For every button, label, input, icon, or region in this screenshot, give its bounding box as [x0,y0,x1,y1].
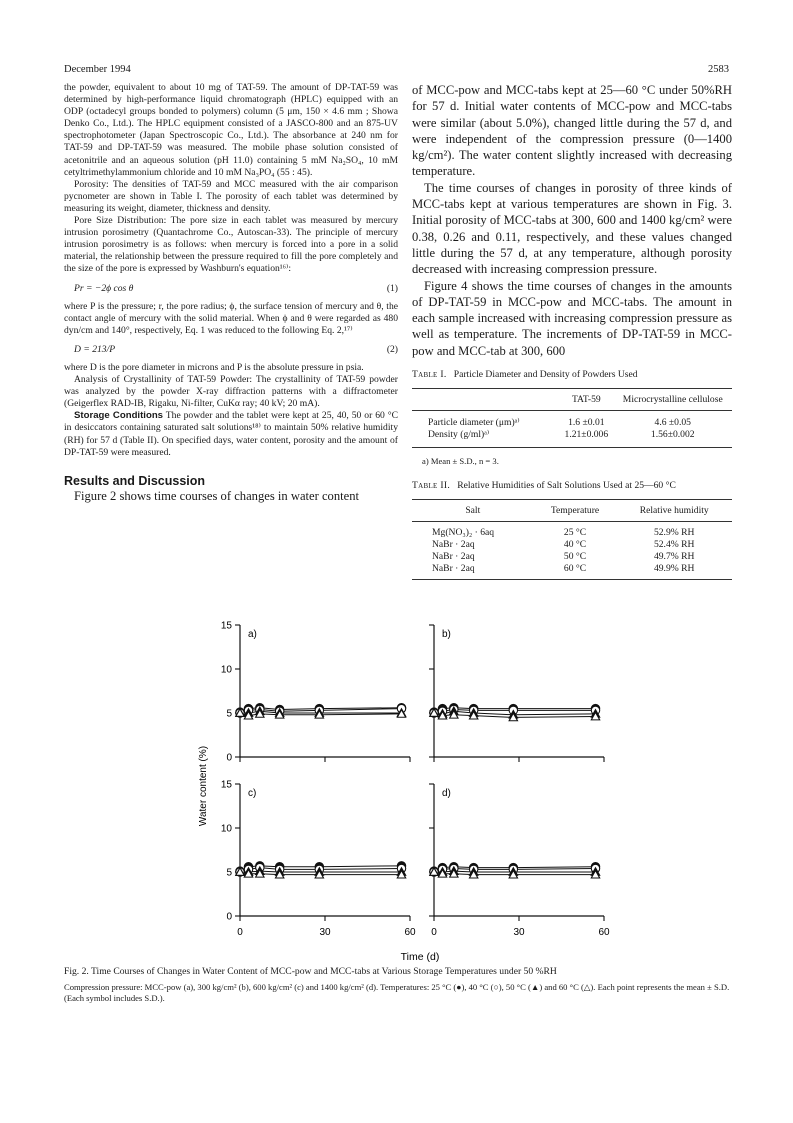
table-cell: 49.9% RH [653,563,695,575]
x-tick-label: 60 [404,927,416,938]
figure-caption: Fig. 2. Time Courses of Changes in Water Content of MCC-pow and MCC-tabs at Various Storage Temperatures under 50 %RH [64,966,557,977]
data-table [412,388,732,448]
data-table [412,499,732,580]
y-tick-label: 5 [226,708,232,720]
table-cell: 52.9% RH [653,527,695,539]
paragraph: the powder, equivalent to about 10 mg of TAT-59. The amount of DP-TAT-59 was determined by high-performance liquid chromatograph (HPLC) equipped with an ODP (octadecyl groups bonded to polymers) column (5 μm, 150 × 4.6 mm ; Showa Denko Co., Ltd.). The HPLC equipment consisted of a JASCO-800 and an 875-UV spectrophotometer (Japan Spectroscopic Co., Ltd.). The absorbance at 240 nm for TAT-59 and DP-TAT-59 was measured. The mobile phase solution consisted of acetonitrile and an aqueous solution (pH 11.0) containing 5 mM Na₂SO₄, 10 mM cetyltrimethylammonium chloride and 10 mM Na₃PO₄ (55 : 45). [64,82,398,178]
table-label: Table I. [412,369,447,381]
paragraph: Figure 4 shows the time courses of changes in the amounts of DP-TAT-59 in MCC-pow and MCC-tabs. The amount in each sample increased with increasing compression pressure as well as temperature. The increments of DP-TAT-59 in MCC-pow and MCC-tab at 300, 600 [412,278,732,358]
paragraph: Analysis of Crystallinity of TAT-59 Powder: The crystallinity of TAT-59 powder was analyzed by the powder X-ray diffraction patterns with a diffractometer (Geigerflex RAD-IB, Rigaku, Ni-filter, CuKα ray; 40 kV; 20 mA). [64,374,398,410]
paragraph: where D is the pore diameter in microns and P is the absolute pressure in psia. [64,361,364,373]
y-tick-label: 10 [220,823,232,835]
equation-text: D = 213/P [74,343,116,355]
table-2 [412,480,732,580]
left-column [64,82,398,503]
table-cell: 40 °C [563,539,587,551]
page-number: 2583 [708,64,729,75]
paragraph: of MCC-pow and MCC-tabs kept at 25—60 °C under 50%RH for 57 d. Initial water contents of MCC-pow and MCC-tabs were similar (about 5.0%), changed little during the 57 d, and were independent of the compression pressure (0—1400 kg/cm²). The water content slightly increased with decreasing temperature. [412,83,732,179]
table-row [412,563,732,580]
paragraph: Pore Size Distribution: The pore size in each tablet was measured by mercury intrusion porosimetry (Quantachrome Co., Autoscan-33). The principle of mercury intrusion porosimetry is as follows: when mercury is forced into a pore in a solid material, the relationship between the pressure required to fill the pore completely and the size of the pore is expressed by Washburn's equation¹⁶⁾: [64,215,398,275]
y-tick-label: 10 [220,664,232,676]
y-tick-label: 15 [220,779,232,791]
table-cell: 4.6 ±0.05 [654,417,691,429]
figure-subcaption: Compression pressure: MCC-pow (a), 300 kg/cm² (b), 600 kg/cm² (c) and 1400 kg/cm² (d). Temperatures: 25 °C (●), 40 °C (○), 50 °C (▲) and 60 °C (△). Each point represents the mean ± S.D. (Each symbol includes S.D.). [64,982,730,1003]
panel-label: d) [442,788,451,799]
table-title: Particle Diameter and Density of Powders Used [453,369,638,381]
table-cell: NaBr · 2aq [432,551,475,563]
table-cell: 50 °C [563,551,587,563]
equation-text: Pr = −2ϕ cos θ [74,282,134,294]
section-heading: Results and Discussion [64,473,206,488]
table-cell: NaBr · 2aq [432,563,475,575]
panel-label: a) [248,629,257,640]
y-axis-label: Water content (%) [198,745,209,827]
table-cell: 1.6 ±0.01 [568,417,605,429]
table-caption [412,480,732,491]
column-header: Temperature [534,500,617,522]
table-cell: 52.4% RH [653,539,695,551]
column-header: Microcrystalline cellulose [614,389,733,411]
panel-label: b) [442,629,451,640]
x-tick-label: 0 [431,927,437,938]
x-tick-label: 0 [237,927,243,938]
equation-number: (1) [386,282,398,294]
x-tick-label: 30 [513,927,525,938]
x-tick-label: 60 [598,927,610,938]
panel-label: c) [248,788,257,799]
column-header [412,389,559,411]
table-row [412,429,732,448]
table-cell: NaBr · 2aq [432,539,475,551]
equation-number: (2) [386,343,398,355]
paragraph-text: The powder and the tablet were kept at 25, 40, 50 or 60 °C in desiccators containing saturated salt solutions¹⁸⁾ to maintain 50% relative humidity (RH) for 57 d (Table II). On specified days, water content, porosity and the amount of DP-TAT-59 were measured. [64,410,398,458]
column-header: Salt [412,500,534,522]
x-axis-label: Time (d) [400,951,440,963]
x-tick-label: 30 [319,927,331,938]
table-1 [412,369,732,466]
column-header: TAT-59 [559,389,613,411]
column-header: Relative humidity [616,500,732,522]
equation-1 [64,283,398,295]
y-tick-label: 5 [226,867,232,879]
table-cell: 1.56±0.002 [650,429,695,441]
paragraph: The time courses of changes in porosity of three kinds of MCC-tabs kept at various temperatures are shown in Fig. 3. Initial porosity of MCC-tabs at 300, 600 and 1400 kg/cm² were 0.38, 0.26 and 0.11, respectively, and these values changed little during the 57 d, at any temperature, although porosity decreased with increasing compression pressure. [412,180,732,277]
table-row [412,527,732,539]
table-row [412,539,732,551]
table-row [412,551,732,563]
right-column [412,82,732,580]
table-row [412,417,732,429]
y-tick-label: 0 [226,752,232,764]
figure-2-chart [0,610,793,966]
table-label: Table II. [412,480,451,492]
paragraph [64,410,398,458]
equation-2 [64,344,398,356]
table-cell: 49.7% RH [653,551,695,563]
table-cell: 60 °C [563,563,587,575]
table-caption [412,369,732,380]
paragraph: Porosity: The densities of TAT-59 and MCC measured with the air comparison pycnometer are shown in Table I. The porosity of each tablet was determined by measuring its weight, diameter, thickness and density. [64,178,398,214]
table-cell: Particle diameter (μm)ᵃ⁾ [428,417,520,429]
paragraph: where P is the pressure; r, the pore radius; ϕ, the surface tension of mercury and θ, the contact angle of mercury with the solid material. When ϕ and θ were regarded as 480 dyn/cm and 140°, respectively, Eq. 1 was reduced to the following Eq. 2,¹⁷⁾ [64,300,398,336]
table-cell: Density (g/ml)ᵃ⁾ [428,429,490,441]
table-cell: 25 °C [563,527,587,539]
table-cell: Mg(NO₃)₂ · 6aq [432,527,495,539]
run-in-heading: Storage Conditions [74,410,164,422]
y-tick-label: 15 [220,620,232,632]
table-title: Relative Humidities of Salt Solutions Used at 25—60 °C [457,480,676,492]
table-cell: 1.21±0.006 [564,429,609,441]
table-footnote: a) Mean ± S.D., n = 3. [422,456,499,467]
y-tick-label: 0 [226,911,232,923]
running-header-date: December 1994 [64,64,131,75]
paragraph: Figure 2 shows time courses of changes in water content [74,488,360,503]
